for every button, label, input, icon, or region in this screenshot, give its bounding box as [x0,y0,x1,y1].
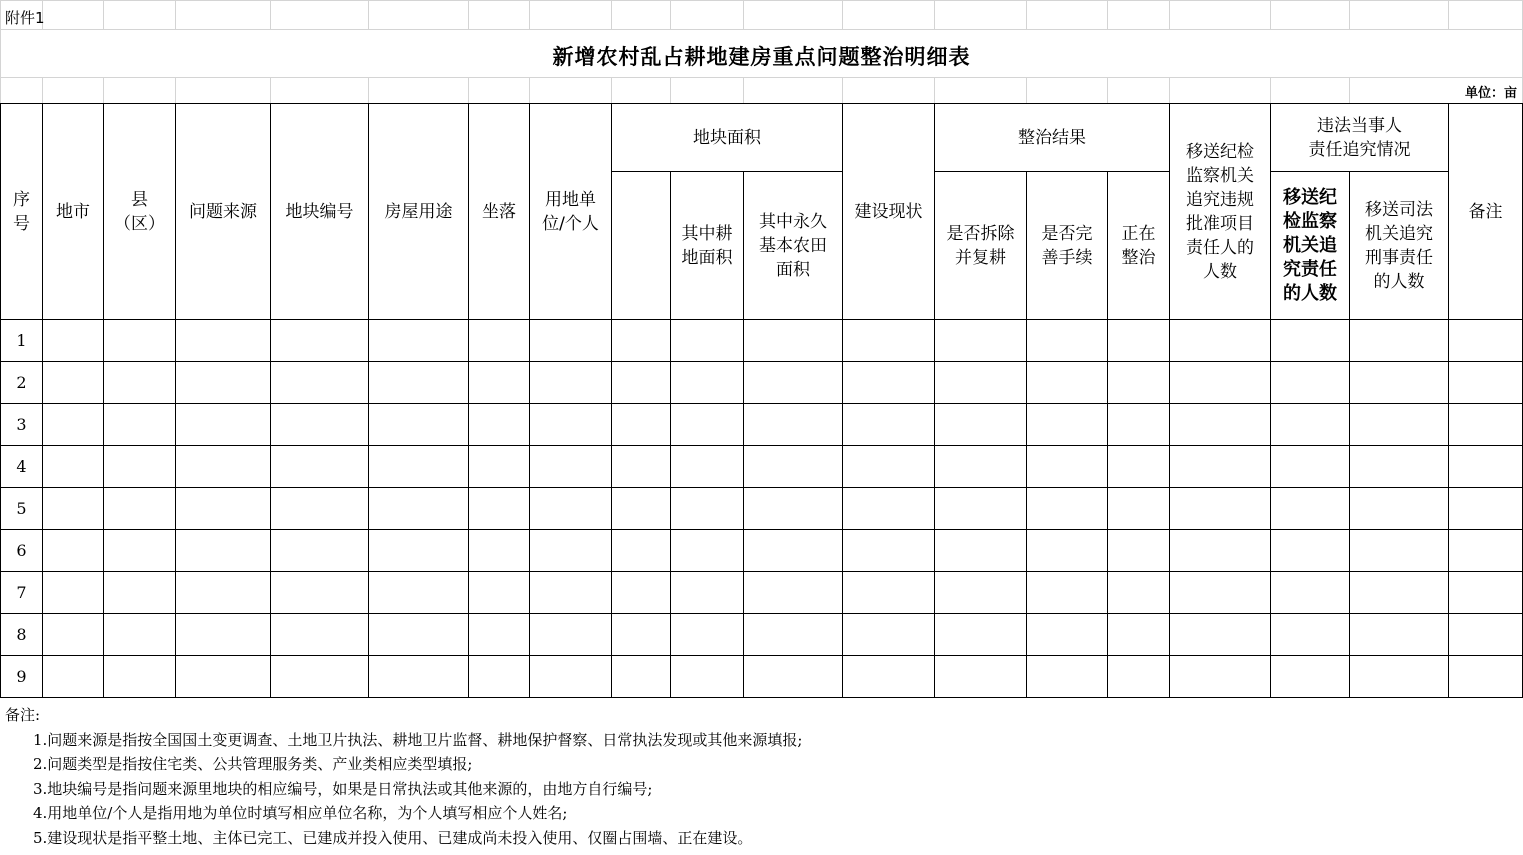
table-cell[interactable] [469,656,530,698]
table-cell[interactable] [271,530,369,572]
table-cell[interactable] [744,362,843,404]
note-item: 4.用地单位/个人是指用地为单位时填写相应单位名称，为个人填写相应个人姓名; [33,804,568,822]
table-cell[interactable] [369,320,469,362]
table-cell[interactable] [612,320,671,362]
table-cell[interactable] [1108,320,1170,362]
table-cell[interactable] [843,362,935,404]
table-cell[interactable] [1170,404,1271,446]
row-number-cell[interactable]: 5 [1,488,43,530]
row-number-cell[interactable]: 2 [1,362,43,404]
table-cell[interactable] [271,488,369,530]
table-cell[interactable] [1271,656,1350,698]
table-cell[interactable] [176,656,271,698]
table-cell[interactable] [1271,488,1350,530]
table-cell[interactable] [43,656,104,698]
table-cell[interactable] [744,446,843,488]
table-cell[interactable] [104,572,176,614]
table-cell[interactable] [1170,530,1271,572]
group-result: 整治结果 [935,104,1170,172]
table-cell[interactable] [1170,656,1271,698]
table-cell[interactable] [176,446,271,488]
table-cell[interactable] [843,572,935,614]
table-cell[interactable] [612,530,671,572]
col-demolished: 是否拆除 并复耕 [935,172,1027,320]
note-item: 3.地块编号是指问题来源里地块的相应编号，如果是日常执法或其他来源的，由地方自行编号; [33,779,653,798]
table-cell[interactable] [1449,656,1523,698]
table-cell[interactable] [369,614,469,656]
detail-table [0,103,1523,698]
table-cell[interactable] [612,362,671,404]
table-cell[interactable] [935,404,1027,446]
table-cell[interactable] [43,614,104,656]
table-cell[interactable] [104,530,176,572]
table-cell[interactable] [1108,404,1170,446]
col-in-progress: 正在 整治 [1108,172,1170,320]
col-discipline-approval: 移送纪检 监察机关 追究违规 批准项目 责任人的 人数 [1170,104,1271,320]
col-discipline-liability: 移送纪 检监察 机关追 究责任 的人数 [1271,172,1350,320]
table-cell[interactable] [1108,446,1170,488]
table-cell[interactable] [271,572,369,614]
table-cell[interactable] [1449,320,1523,362]
table-cell[interactable] [612,572,671,614]
table-cell[interactable] [176,614,271,656]
table-cell[interactable] [1271,404,1350,446]
table-row [1,614,1523,656]
table-row [1,404,1523,446]
table-cell[interactable] [612,488,671,530]
table-cell[interactable] [369,488,469,530]
table-cell[interactable] [671,446,744,488]
table-cell[interactable] [530,320,612,362]
table-cell[interactable] [271,614,369,656]
table-cell[interactable] [744,614,843,656]
table-cell[interactable] [530,614,612,656]
col-owner: 用地单 位/个人 [530,104,612,320]
table-cell[interactable] [671,320,744,362]
table-cell[interactable] [1271,530,1350,572]
table-cell[interactable] [1027,572,1108,614]
table-cell[interactable] [843,488,935,530]
col-county: 县 （区） [104,104,176,320]
row-number-cell[interactable]: 3 [1,404,43,446]
table-cell[interactable] [1170,614,1271,656]
table-cell[interactable] [1350,488,1449,530]
table-cell[interactable] [1108,362,1170,404]
col-build-status: 建设现状 [843,104,935,320]
table-cell[interactable] [1449,488,1523,530]
table-cell[interactable] [469,320,530,362]
table-cell[interactable] [1170,488,1271,530]
row-number-cell[interactable]: 8 [1,614,43,656]
table-cell[interactable] [1449,404,1523,446]
table-cell[interactable] [104,362,176,404]
col-area-permanent: 其中永久 基本农田 面积 [744,172,843,320]
table-cell[interactable] [744,320,843,362]
table-cell[interactable] [1449,614,1523,656]
table-cell[interactable] [1271,572,1350,614]
col-location: 坐落 [469,104,530,320]
table-cell[interactable] [744,404,843,446]
table-cell[interactable] [271,404,369,446]
table-cell[interactable] [612,656,671,698]
table-cell[interactable] [369,446,469,488]
table-cell[interactable] [176,320,271,362]
table-cell[interactable] [369,362,469,404]
table-cell[interactable] [935,446,1027,488]
table-cell[interactable] [530,656,612,698]
table-cell[interactable] [1108,572,1170,614]
table-cell[interactable] [43,320,104,362]
col-procedures: 是否完 善手续 [1027,172,1108,320]
table-cell[interactable] [469,404,530,446]
table-cell[interactable] [671,614,744,656]
table-cell[interactable] [1027,656,1108,698]
col-judicial: 移送司法 机关追究 刑事责任 的人数 [1350,172,1449,320]
table-cell[interactable] [843,614,935,656]
table-cell[interactable] [1170,446,1271,488]
table-cell[interactable] [1170,362,1271,404]
table-cell[interactable] [935,572,1027,614]
table-cell[interactable] [43,530,104,572]
row-number-cell[interactable]: 4 [1,446,43,488]
table-cell[interactable] [469,614,530,656]
table-cell[interactable] [176,362,271,404]
table-cell[interactable] [271,362,369,404]
table-cell[interactable] [671,488,744,530]
table-row [1,572,1523,614]
unit-label: 单位：亩 [1464,86,1517,101]
table-cell[interactable] [612,614,671,656]
table-cell[interactable] [1350,530,1449,572]
table-cell[interactable] [744,530,843,572]
table-cell[interactable] [671,656,744,698]
table-cell[interactable] [43,572,104,614]
table-cell[interactable] [43,362,104,404]
table-cell[interactable] [1027,488,1108,530]
table-cell[interactable] [843,530,935,572]
table-row [1,488,1523,530]
notes-label: 备注: [5,706,41,724]
table-cell[interactable] [530,488,612,530]
table-cell[interactable] [935,488,1027,530]
table-cell[interactable] [744,488,843,530]
table-cell[interactable] [271,320,369,362]
row-number-cell[interactable]: 1 [1,320,43,362]
table-cell[interactable] [1271,446,1350,488]
table-cell[interactable] [1271,320,1350,362]
table-cell[interactable] [1350,404,1449,446]
table-cell[interactable] [671,572,744,614]
table-cell[interactable] [843,446,935,488]
col-plot-no: 地块编号 [271,104,369,320]
table-cell[interactable] [530,446,612,488]
table-cell[interactable] [469,572,530,614]
table-cell[interactable] [469,488,530,530]
table-cell[interactable] [530,404,612,446]
table-cell[interactable] [671,530,744,572]
table-cell[interactable] [612,404,671,446]
table-row [1,656,1523,698]
table-cell[interactable] [1170,572,1271,614]
table-row [1,362,1523,404]
table-cell[interactable] [671,404,744,446]
table-cell[interactable] [469,530,530,572]
table-cell[interactable] [369,572,469,614]
table-cell[interactable] [1271,614,1350,656]
notes-section [5,703,802,850]
table-cell[interactable] [1350,362,1449,404]
table-cell[interactable] [104,614,176,656]
table-cell[interactable] [1350,614,1449,656]
table-cell[interactable] [1449,362,1523,404]
row-number-cell[interactable]: 6 [1,530,43,572]
table-body [1,320,1523,698]
table-cell[interactable] [1350,656,1449,698]
table-cell[interactable] [1108,614,1170,656]
col-usage: 房屋用途 [369,104,469,320]
table-cell[interactable] [1027,530,1108,572]
table-cell[interactable] [1027,404,1108,446]
table-cell[interactable] [935,656,1027,698]
table-cell[interactable] [104,488,176,530]
row-number-cell[interactable]: 7 [1,572,43,614]
table-cell[interactable] [176,404,271,446]
col-area-total [612,172,671,320]
table-cell[interactable] [1271,362,1350,404]
col-seq: 序 号 [1,104,43,320]
col-remark: 备注 [1449,104,1523,320]
table-cell[interactable] [1170,320,1271,362]
table-cell[interactable] [843,656,935,698]
row-number-cell[interactable]: 9 [1,656,43,698]
col-source: 问题来源 [176,104,271,320]
table-cell[interactable] [1027,446,1108,488]
table-cell[interactable] [469,446,530,488]
page-title: 新增农村乱占耕地建房重点问题整治明细表 [552,44,971,69]
table-cell[interactable] [843,404,935,446]
table-cell[interactable] [43,404,104,446]
table-cell[interactable] [271,446,369,488]
table-cell[interactable] [1449,572,1523,614]
table-cell[interactable] [1449,530,1523,572]
table-cell[interactable] [1027,614,1108,656]
table-cell[interactable] [530,362,612,404]
table-cell[interactable] [843,320,935,362]
table-cell[interactable] [104,446,176,488]
table-cell[interactable] [1449,446,1523,488]
table-cell[interactable] [271,656,369,698]
table-cell[interactable] [671,362,744,404]
table-cell[interactable] [369,404,469,446]
table-cell[interactable] [935,362,1027,404]
col-area-farmland: 其中耕 地面积 [671,172,744,320]
table-row [1,530,1523,572]
table-cell[interactable] [1108,488,1170,530]
table-cell[interactable] [1027,320,1108,362]
table-cell[interactable] [935,320,1027,362]
note-item: 5.建设现状是指平整土地、主体已完工、已建成并投入使用、已建成尚未投入使用、仅圈占围墙、正在建设。 [33,828,753,847]
table-cell[interactable] [1108,530,1170,572]
group-plot-area: 地块面积 [612,104,843,172]
table-cell[interactable] [176,488,271,530]
table-cell[interactable] [176,572,271,614]
table-cell[interactable] [369,656,469,698]
table-cell[interactable] [612,446,671,488]
table-cell[interactable] [104,656,176,698]
table-cell[interactable] [1350,320,1449,362]
table-cell[interactable] [744,656,843,698]
table-cell[interactable] [1350,446,1449,488]
table-cell[interactable] [1108,656,1170,698]
table-cell[interactable] [104,320,176,362]
group-liability: 违法当事人 责任追究情况 [1271,104,1449,172]
table-cell[interactable] [935,530,1027,572]
table-row [1,320,1523,362]
table-cell[interactable] [530,572,612,614]
annex-label: 附件1 [5,9,45,27]
table-cell[interactable] [469,362,530,404]
table-cell[interactable] [43,446,104,488]
table-cell[interactable] [744,572,843,614]
col-city: 地市 [43,104,104,320]
table-cell[interactable] [530,530,612,572]
table-cell[interactable] [176,530,271,572]
table-cell[interactable] [104,404,176,446]
table-cell[interactable] [369,530,469,572]
note-item: 2.问题类型是指按住宅类、公共管理服务类、产业类相应类型填报; [33,755,473,773]
table-row [1,446,1523,488]
table-cell[interactable] [1350,572,1449,614]
table-cell[interactable] [43,488,104,530]
note-item: 1.问题来源是指按全国国土变更调查、土地卫片执法、耕地卫片监督、耕地保护督察、日常执法发现或其他来源填报; [33,730,803,749]
table-cell[interactable] [1027,362,1108,404]
table-cell[interactable] [935,614,1027,656]
